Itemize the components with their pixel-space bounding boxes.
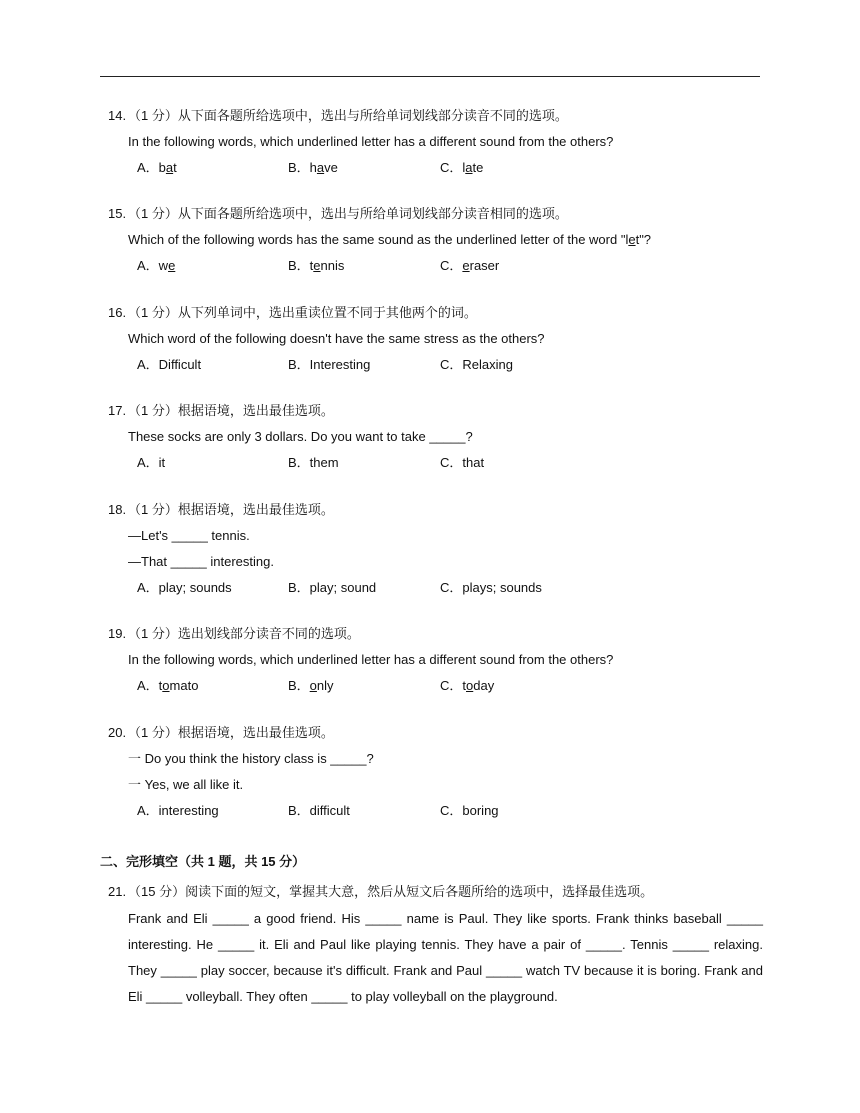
question-number: 14.	[108, 108, 127, 123]
underlined-letter: e	[462, 258, 470, 273]
question-prompt: In the following words, which underlined letter has a different sound from the others?	[128, 652, 614, 667]
question-number: 17.	[108, 403, 127, 418]
option-a[interactable]: A．bat	[137, 160, 177, 175]
question-18	[108, 500, 768, 598]
header-divider	[100, 76, 760, 77]
question-prompt: In the following words, which underlined letter has a different sound from the others?	[128, 134, 614, 149]
question-number: 15.	[108, 206, 127, 221]
question-20	[108, 723, 768, 821]
option-b[interactable]: B．tennis	[288, 258, 345, 273]
dialogue-line: 一 Yes, we all like it.	[128, 777, 244, 792]
question-prompt: Which of the following words has the same sound as the underlined letter of the word "let"?	[128, 232, 652, 247]
option-c[interactable]: C．boring	[440, 803, 499, 818]
option-a[interactable]: A．play; sounds	[137, 580, 232, 595]
options-row	[137, 158, 768, 178]
options-row	[137, 256, 768, 276]
underlined-letter: o	[162, 678, 170, 693]
option-b[interactable]: B．have	[288, 160, 338, 175]
section-title: 二、完形填空（共 1 题，共 15 分）	[100, 854, 306, 869]
option-c[interactable]: C．plays; sounds	[440, 580, 542, 595]
question-number: 21.	[108, 884, 127, 899]
underlined-letter: a	[465, 160, 473, 175]
question-19	[108, 624, 768, 696]
option-b[interactable]: B．Interesting	[288, 357, 371, 372]
question-number: 18.	[108, 502, 127, 517]
question-21	[108, 882, 768, 1010]
question-14	[108, 106, 768, 178]
options-row	[137, 676, 768, 696]
option-a[interactable]: A．tomato	[137, 678, 199, 693]
dialogue-line: 一 Do you think the history class is _____?	[128, 751, 374, 766]
cloze-passage: Frank and Eli _____ a good friend. His _____ name is Paul. They like sports. Frank thinks baseball _____ interesting. He _____ it. Eli and Paul like playing tennis. They have a pair of _____. Tennis _____ relaxing. They _____ play soccer, because it's difficult. Frank and Paul _____ watch TV because it is boring. Frank and Eli _____ volleyball. They often _____ to play volleyball on the playground.	[128, 911, 763, 1004]
question-prompt: Which word of the following doesn't have the same stress as the others?	[128, 331, 545, 346]
underlined-letter: e	[168, 258, 176, 273]
option-a[interactable]: A．interesting	[137, 803, 219, 818]
option-c[interactable]: C．Relaxing	[440, 357, 513, 372]
underlined-letter: o	[309, 678, 317, 693]
question-16	[108, 303, 768, 375]
question-instruction: （1 分）从下列单词中，选出重读位置不同于其他两个的词。	[128, 305, 477, 320]
question-prompt: These socks are only 3 dollars. Do you want to take _____?	[128, 429, 473, 444]
question-instruction: （1 分）从下面各题所给选项中，选出与所给单词划线部分读音相同的选项。	[128, 206, 568, 221]
underlined-letter: o	[466, 678, 474, 693]
option-a[interactable]: A．we	[137, 258, 176, 273]
question-instruction: （1 分）根据语境，选出最佳选项。	[128, 403, 334, 418]
question-number: 16.	[108, 305, 127, 320]
options-row	[137, 453, 768, 473]
dialogue-line: —That _____ interesting.	[128, 554, 274, 569]
option-b[interactable]: B．them	[288, 455, 339, 470]
option-c[interactable]: C．eraser	[440, 258, 500, 273]
options-row	[137, 578, 768, 598]
option-a[interactable]: A．Difficult	[137, 357, 202, 372]
underlined-letter: a	[165, 160, 174, 175]
dialogue-line: —Let's _____ tennis.	[128, 528, 250, 543]
underlined-letter: a	[316, 160, 325, 175]
question-17	[108, 401, 768, 473]
option-b[interactable]: B．only	[288, 678, 334, 693]
option-b[interactable]: B．play; sound	[288, 580, 377, 595]
question-number: 20.	[108, 725, 127, 740]
question-instruction: （1 分）根据语境，选出最佳选项。	[128, 502, 334, 517]
underlined-letter: e	[313, 258, 321, 273]
options-row	[137, 801, 768, 821]
option-a[interactable]: A．it	[137, 455, 166, 470]
question-instruction: （1 分）根据语境，选出最佳选项。	[128, 725, 334, 740]
question-instruction: （15 分）阅读下面的短文，掌握其大意，然后从短文后各题所给的选项中，选择最佳选项。	[128, 884, 654, 899]
question-number: 19.	[108, 626, 127, 641]
question-15	[108, 204, 768, 276]
question-instruction: （1 分）从下面各题所给选项中，选出与所给单词划线部分读音不同的选项。	[128, 108, 568, 123]
question-instruction: （1 分）选出划线部分读音不同的选项。	[128, 626, 360, 641]
option-b[interactable]: B．difficult	[288, 803, 350, 818]
option-c[interactable]: C．late	[440, 160, 484, 175]
option-c[interactable]: C．today	[440, 678, 495, 693]
options-row	[137, 355, 768, 375]
option-c[interactable]: C．that	[440, 455, 485, 470]
